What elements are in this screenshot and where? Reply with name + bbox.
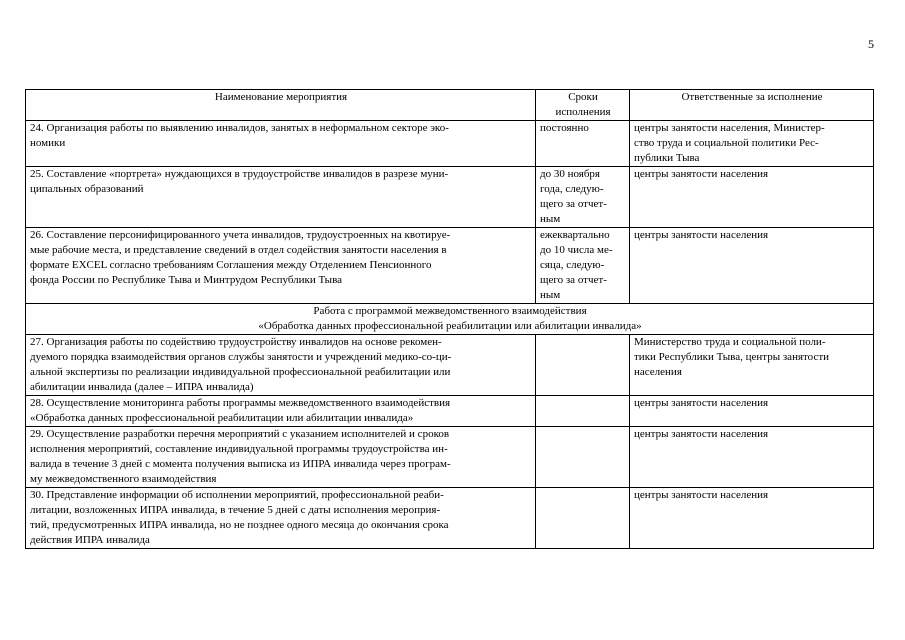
responsible-line: населения [634,366,682,378]
header-name-line: Наименование мероприятия [214,91,348,103]
measure-name-line: тий, предусмотренных ИПРА инвалида, но не позднее одного месяца до окончания срока [30,519,449,531]
deadline-cell [536,228,630,304]
responsible-line: центры занятости населения [634,397,769,409]
measure-name-cell [26,427,536,488]
measure-name-line: валида в течение 3 дней с момента получения выписка из ИПРА инвалида через програм- [30,458,451,470]
responsible-cell [630,396,874,427]
measure-name-line: му межведомственного взаимодействия [30,473,217,485]
header-deadline-line: исполнения [555,106,611,118]
measure-name-cell [26,167,536,228]
measure-name-cell [26,335,536,396]
responsible-line: центры занятости населения, Министер- [634,122,825,134]
measure-name-line: исполнения мероприятий, составление индивидуальной программы трудоустройства ин- [30,443,448,455]
table-row [26,396,874,427]
measure-name-line: фонда России по Республике Тыва и Минтрудом Республики Тыва [30,274,343,286]
measure-name-line: 28. Осуществление мониторинга работы программы межведомственного взаимодействия [30,397,451,409]
measure-name-line: абилитации инвалида (далее – ИПРА инвалида) [30,381,254,393]
measure-name-line: 24. Организация работы по выявлению инвалидов, занятых в неформальном секторе эко- [30,122,449,134]
measure-name-cell [26,396,536,427]
deadline-cell [536,335,630,396]
responsible-cell [630,427,874,488]
responsible-cell [630,488,874,549]
deadline-line: ным [540,213,561,225]
responsible-cell [630,228,874,304]
deadline-line: щего за отчет- [540,274,607,286]
measure-name-line: 26. Составление персонифицированного учета инвалидов, трудоустроенных на квотируе- [30,229,451,241]
header-responsible [630,90,874,121]
deadline-line: до 10 числа ме- [540,244,613,256]
section-heading-line: «Обработка данных профессиональной реабилитации или абилитации инвалида» [258,320,642,332]
page-number: 5 [868,37,874,51]
table-row [26,335,874,396]
deadline-line: щего за отчет- [540,198,607,210]
responsible-line: Министерство труда и социальной поли- [634,336,826,348]
deadline-cell [536,396,630,427]
responsible-line: ство труда и социальной политики Рес- [634,137,819,149]
responsible-cell [630,167,874,228]
section-heading-line: Работа с программой межведомственного взаимодействия [313,305,587,317]
measure-name-line: формате EXCEL согласно требованиям Соглашения между Отделением Пенсионного [30,259,432,271]
table-row [26,228,874,304]
deadline-cell [536,488,630,549]
deadline-line: до 30 ноября [540,168,600,180]
header-responsible-line: Ответственные за исполнение [681,91,823,103]
measure-name-line: ципальных образований [30,183,144,195]
responsible-line: тики Республики Тыва, центры занятости [634,351,830,363]
deadline-line: сяца, следую- [540,259,605,271]
measure-name-line: альной экспертизы по реализации индивидуальной профессиональной реабилитации или [30,366,451,378]
measures-table [25,89,874,549]
measure-name-line: 29. Осуществление разработки перечня мероприятий с указанием исполнителей и сроков [30,428,450,440]
table-row [26,488,874,549]
deadline-line: постоянно [540,122,589,134]
responsible-line: центры занятости населения [634,168,769,180]
deadline-cell [536,121,630,167]
table-row [26,167,874,228]
measure-name-line: 30. Представление информации об исполнении мероприятий, профессиональной реаби- [30,489,444,501]
deadline-line: года, следую- [540,183,604,195]
measure-name-line: 27. Организация работы по содействию трудоустройству инвалидов на основе рекомен- [30,336,442,348]
deadline-line: ежеквартально [540,229,610,241]
measure-name-line: действия ИПРА инвалида [30,534,150,546]
measure-name-line: «Обработка данных профессиональной реабилитации или абилитации инвалида» [30,412,414,424]
responsible-line: центры занятости населения [634,229,769,241]
responsible-cell [630,121,874,167]
deadline-cell [536,427,630,488]
header-deadline [536,90,630,121]
responsible-line: публики Тыва [634,152,700,164]
header-deadline-line: Сроки [568,91,598,103]
deadline-cell [536,167,630,228]
measure-name-cell [26,488,536,549]
measure-name-line: литации, возложенных ИПРА инвалида, в течение 5 дней с даты исполнения мероприя- [30,504,441,516]
deadline-line: ным [540,289,561,301]
responsible-line: центры занятости населения [634,489,769,501]
measure-name-cell [26,228,536,304]
measure-name-cell [26,121,536,167]
section-heading [26,304,874,335]
responsible-line: центры занятости населения [634,428,769,440]
measure-name-line: 25. Составление «портрета» нуждающихся в трудоустройстве инвалидов в разрезе муни- [30,168,449,180]
header-name [26,90,536,121]
responsible-cell [630,335,874,396]
section-row [26,304,874,335]
measure-name-line: номики [30,137,66,149]
table-row [26,121,874,167]
measure-name-line: дуемого порядка взаимодействия органов службы занятости и учреждений медико-со-ци- [30,351,452,363]
header-row [26,90,874,121]
measure-name-line: мые рабочие места, и представление сведений в отдел содействия занятости населения в [30,244,447,256]
table-row [26,427,874,488]
